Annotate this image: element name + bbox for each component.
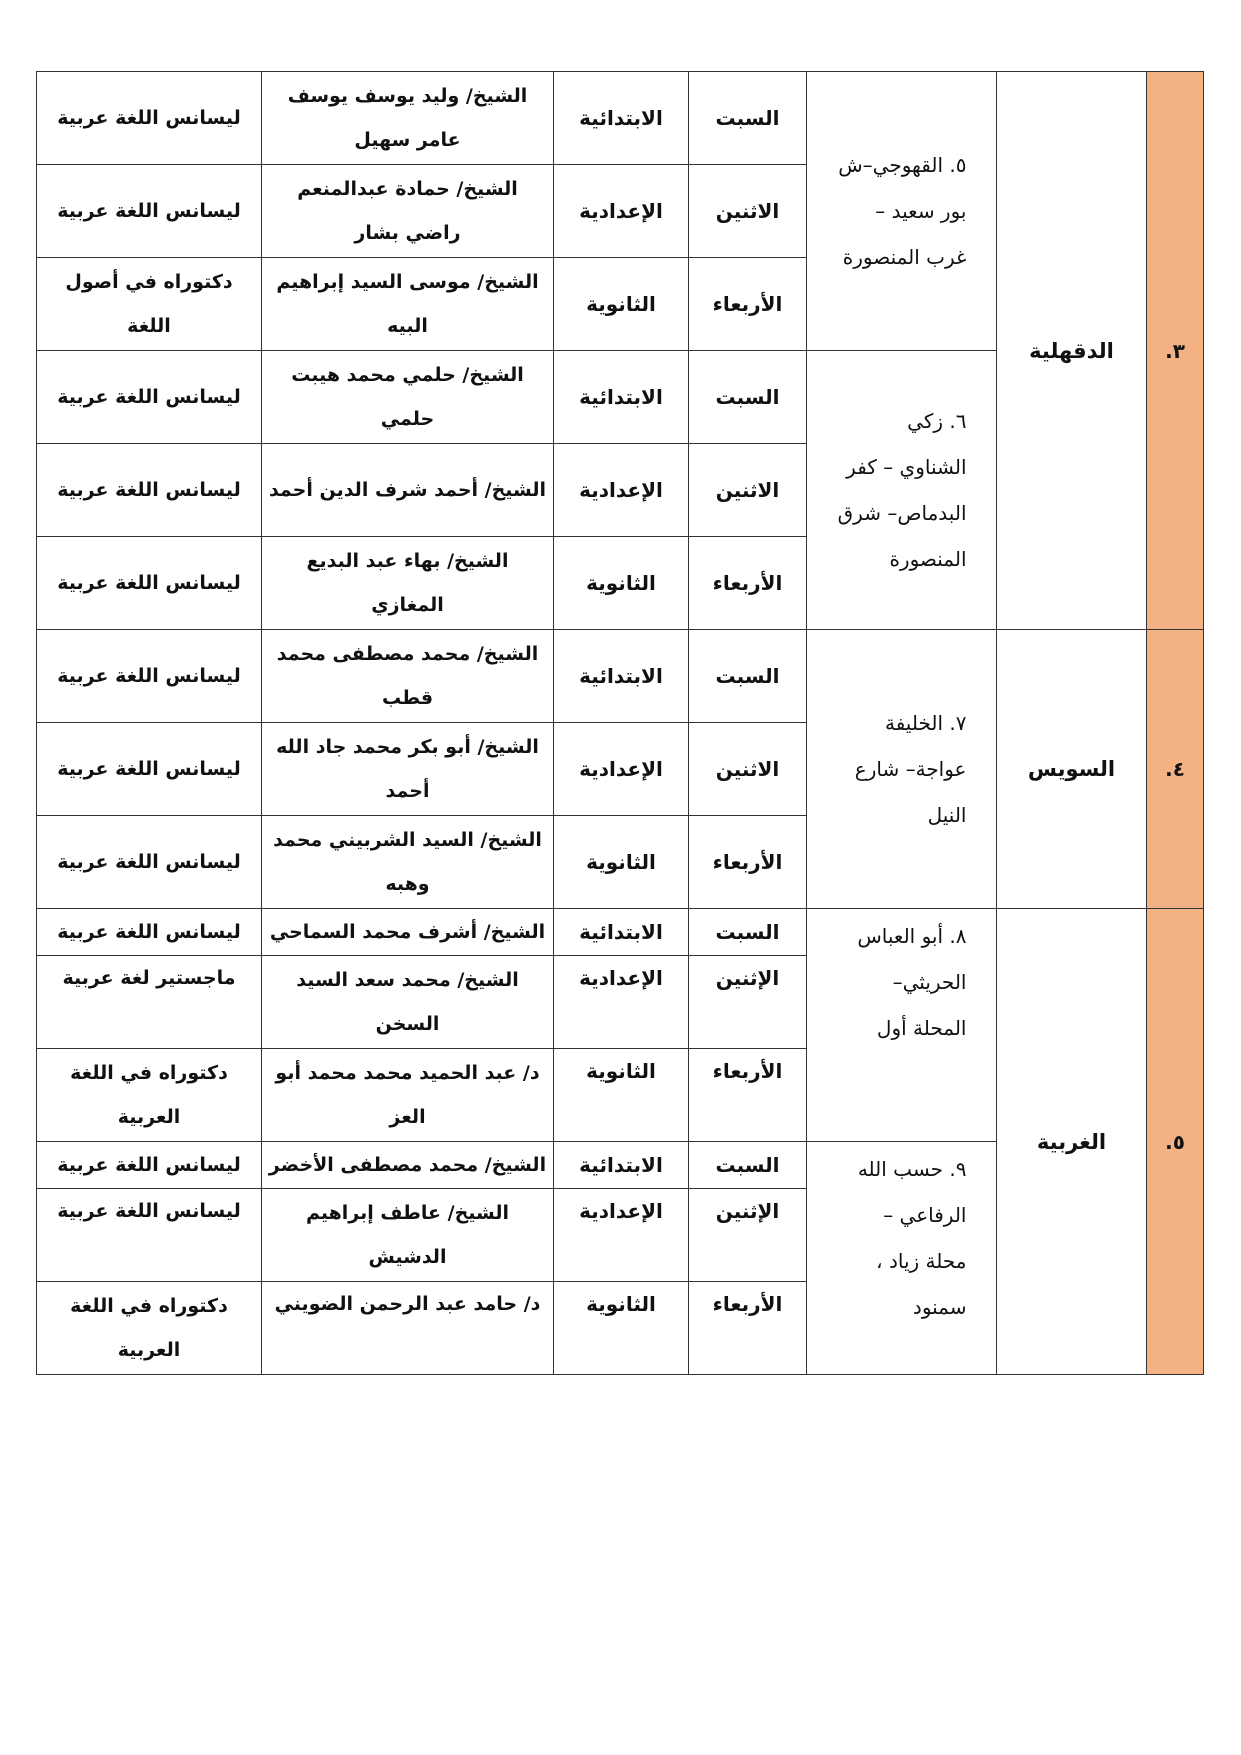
teacher-cell xyxy=(262,537,554,630)
qualification-text: ليسانس اللغة عربية xyxy=(57,1154,241,1176)
mosque-name xyxy=(807,909,997,1142)
teacher-cell xyxy=(262,444,554,537)
stage-cell xyxy=(554,444,689,537)
mosque-name-text: ٥. القهوجي–ش بور سعيد – غرب المنصورة xyxy=(838,153,967,269)
day-text: الإثنين xyxy=(715,966,780,990)
qualification-text: ليسانس اللغة عربية xyxy=(57,758,241,780)
day-cell xyxy=(689,630,807,723)
day-text: الاثنين xyxy=(715,199,780,223)
stage-text: الابتدائية xyxy=(579,920,663,944)
day-cell xyxy=(689,1189,807,1282)
qualification-cell xyxy=(37,537,262,630)
stage-text: الإعدادية xyxy=(579,199,663,223)
teacher-text: د/ حامد عبد الرحمن الضويني xyxy=(274,1293,541,1315)
stage-text: الابتدائية xyxy=(579,106,663,130)
table-row xyxy=(37,72,1204,165)
qualification-cell xyxy=(37,165,262,258)
day-text: الاثنين xyxy=(715,478,780,502)
teacher-cell xyxy=(262,630,554,723)
qualification-cell xyxy=(37,1142,262,1189)
governorate-name: السويس xyxy=(997,630,1147,909)
day-cell xyxy=(689,1049,807,1142)
teacher-text: الشيخ/ وليد يوسف يوسف عامر سهيل xyxy=(287,85,528,151)
stage-text: الابتدائية xyxy=(579,385,663,409)
teacher-cell xyxy=(262,1049,554,1142)
day-text: الأربعاء xyxy=(712,1059,783,1083)
mosque-name-text: ٧. الخليفة عواجة– شارع النيل xyxy=(854,711,967,827)
day-text: الأربعاء xyxy=(712,292,783,316)
qualification-cell xyxy=(37,723,262,816)
teacher-cell xyxy=(262,1189,554,1282)
stage-text: الإعدادية xyxy=(579,1199,663,1223)
teacher-cell xyxy=(262,909,554,956)
mosque-name xyxy=(807,351,997,630)
group-number: ٣. xyxy=(1147,72,1204,630)
qualification-text: ليسانس اللغة عربية xyxy=(57,200,241,222)
qualification-text: ماجستير لغة عربية xyxy=(62,967,236,989)
qualification-cell xyxy=(37,258,262,351)
teacher-text: الشيخ/ السيد الشربيني محمد وهبه xyxy=(273,829,542,895)
qualification-cell xyxy=(37,351,262,444)
day-text: الأربعاء xyxy=(712,1292,783,1316)
stage-cell xyxy=(554,72,689,165)
mosque-name xyxy=(807,1142,997,1375)
qualification-cell xyxy=(37,1189,262,1282)
teacher-text: د/ عبد الحميد محمد محمد أبو العز xyxy=(275,1062,540,1128)
qualification-cell xyxy=(37,444,262,537)
qualification-text: دكتوراه في اللغة العربية xyxy=(70,1295,228,1361)
teacher-text: الشيخ/ بهاء عبد البديع المغازي xyxy=(306,550,509,616)
mosque-name-text: ٨. أبو العباس الحريثي– المحلة أول xyxy=(857,924,967,1040)
teacher-cell xyxy=(262,351,554,444)
teacher-text: الشيخ/ موسى السيد إبراهيم البيه xyxy=(276,271,539,337)
qualification-cell xyxy=(37,1282,262,1375)
governorate-name: الغربية xyxy=(997,909,1147,1375)
qualification-text: ليسانس اللغة عربية xyxy=(57,1200,241,1222)
teacher-cell xyxy=(262,72,554,165)
qualification-text: ليسانس اللغة عربية xyxy=(57,572,241,594)
teacher-text: الشيخ/ أحمد شرف الدين أحمد xyxy=(268,479,547,501)
schedule-body xyxy=(37,72,1204,1375)
teacher-cell xyxy=(262,1142,554,1189)
day-text: السبت xyxy=(715,106,780,130)
day-cell xyxy=(689,1282,807,1375)
stage-text: الابتدائية xyxy=(579,664,663,688)
stage-cell xyxy=(554,956,689,1049)
stage-text: الابتدائية xyxy=(579,1153,663,1177)
day-cell xyxy=(689,909,807,956)
stage-text: الإعدادية xyxy=(579,966,663,990)
day-cell xyxy=(689,165,807,258)
stage-text: الثانوية xyxy=(586,571,656,595)
table-row xyxy=(37,909,1204,956)
qualification-text: ليسانس اللغة عربية xyxy=(57,851,241,873)
mosque-name-text: ٦. زكي الشناوي – كفر البدماص– شرق المنصورة xyxy=(837,409,967,571)
day-cell xyxy=(689,351,807,444)
governorate-name: الدقهلية xyxy=(997,72,1147,630)
stage-text: الثانوية xyxy=(586,292,656,316)
group-number: ٥. xyxy=(1147,909,1204,1375)
table-row xyxy=(37,630,1204,723)
qualification-text: ليسانس اللغة عربية xyxy=(57,386,241,408)
qualification-cell xyxy=(37,1049,262,1142)
mosque-name xyxy=(807,630,997,909)
stage-text: الإعدادية xyxy=(579,757,663,781)
stage-cell xyxy=(554,909,689,956)
qualification-cell xyxy=(37,909,262,956)
stage-cell xyxy=(554,165,689,258)
day-cell xyxy=(689,723,807,816)
qualification-text: ليسانس اللغة عربية xyxy=(57,921,241,943)
day-cell xyxy=(689,72,807,165)
stage-cell xyxy=(554,1189,689,1282)
stage-cell xyxy=(554,537,689,630)
qualification-cell xyxy=(37,630,262,723)
day-cell xyxy=(689,444,807,537)
stage-cell xyxy=(554,723,689,816)
stage-text: الإعدادية xyxy=(579,478,663,502)
stage-cell xyxy=(554,630,689,723)
stage-text: الثانوية xyxy=(586,1292,656,1316)
qualification-cell xyxy=(37,72,262,165)
day-cell xyxy=(689,956,807,1049)
qualification-text: ليسانس اللغة عربية xyxy=(57,665,241,687)
stage-cell xyxy=(554,351,689,444)
teacher-cell xyxy=(262,165,554,258)
stage-text: الثانوية xyxy=(586,1059,656,1083)
day-text: الأربعاء xyxy=(712,850,783,874)
qualification-text: دكتوراه في اللغة العربية xyxy=(70,1062,228,1128)
teacher-text: الشيخ/ محمد مصطفى محمد قطب xyxy=(276,643,539,709)
day-text: السبت xyxy=(715,1153,780,1177)
stage-text: الثانوية xyxy=(586,850,656,874)
schedule-table xyxy=(36,71,1204,1375)
teacher-text: الشيخ/ محمد سعد السيد السخن xyxy=(296,969,519,1035)
qualification-cell xyxy=(37,816,262,909)
teacher-cell xyxy=(262,956,554,1049)
day-cell xyxy=(689,1142,807,1189)
teacher-cell xyxy=(262,723,554,816)
teacher-text: الشيخ/ حمادة عبدالمنعم راضي بشار xyxy=(297,178,518,244)
day-text: السبت xyxy=(715,385,780,409)
day-text: الأربعاء xyxy=(712,571,783,595)
qualification-text: ليسانس اللغة عربية xyxy=(57,107,241,129)
teacher-text: الشيخ/ محمد مصطفى الأخضر xyxy=(268,1154,547,1176)
day-cell xyxy=(689,537,807,630)
stage-cell xyxy=(554,1282,689,1375)
stage-cell xyxy=(554,1049,689,1142)
qualification-cell xyxy=(37,956,262,1049)
teacher-cell xyxy=(262,258,554,351)
day-cell xyxy=(689,258,807,351)
teacher-text: الشيخ/ أشرف محمد السماحي xyxy=(269,921,546,943)
day-cell xyxy=(689,816,807,909)
teacher-cell xyxy=(262,816,554,909)
teacher-text: الشيخ/ أبو بكر محمد جاد الله أحمد xyxy=(276,736,539,802)
teacher-cell xyxy=(262,1282,554,1375)
day-text: الاثنين xyxy=(715,757,780,781)
teacher-text: الشيخ/ حلمي محمد هيبت حلمي xyxy=(291,364,524,430)
mosque-name xyxy=(807,72,997,351)
qualification-text: دكتوراه في أصول اللغة xyxy=(65,271,233,337)
stage-cell xyxy=(554,258,689,351)
qualification-text: ليسانس اللغة عربية xyxy=(57,479,241,501)
day-text: السبت xyxy=(715,920,780,944)
teacher-text: الشيخ/ عاطف إبراهيم الدشيش xyxy=(305,1202,510,1268)
group-number: ٤. xyxy=(1147,630,1204,909)
stage-cell xyxy=(554,1142,689,1189)
day-text: السبت xyxy=(715,664,780,688)
day-text: الإثنين xyxy=(715,1199,780,1223)
mosque-name-text: ٩. حسب الله الرفاعي – محلة زياد ، سمنود xyxy=(857,1157,967,1319)
stage-cell xyxy=(554,816,689,909)
